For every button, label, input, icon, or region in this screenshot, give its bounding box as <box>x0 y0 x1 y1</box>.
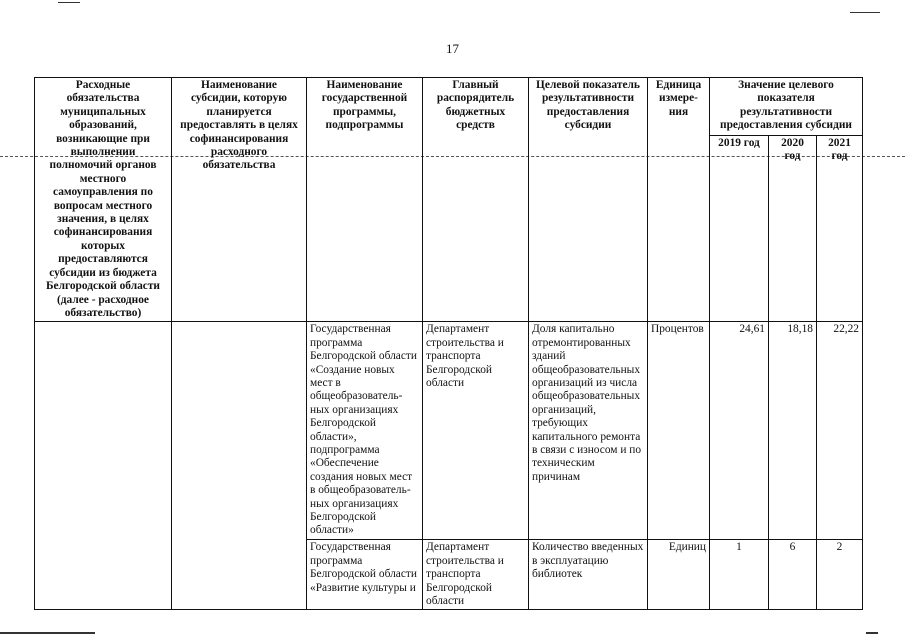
cell-value-2019: 24,61 <box>710 322 769 540</box>
table-row <box>35 322 863 540</box>
cell-indicator: Количество введенных в эксплуатацию библиотек <box>529 540 648 610</box>
cell-value-2021: 22,22 <box>817 322 863 540</box>
header-subsidy-name: Наименование субсидии, которую планируется предоставлять в целях софинансирования расходного обязательства <box>172 78 307 322</box>
page-number: 17 <box>446 41 459 56</box>
cell-value-2021: 2 <box>817 540 863 610</box>
header-program: Наименование государственной программы, подпрограммы <box>307 78 423 322</box>
cell-indicator: Доля капитально отремонтированных зданий общеобразовательных организаций из числа общеобразовательных организаций, требующих капитального ремонта в связи с износом и по техническим причинам <box>529 322 648 540</box>
scan-mark-top-right <box>850 12 880 13</box>
scan-mark-bottom-right <box>866 632 878 634</box>
header-indicator: Целевой показатель результативности предоставления субсидии <box>529 78 648 322</box>
header-unit: Единица измере-ния <box>648 78 710 322</box>
cell-unit: Процентов <box>648 322 710 540</box>
scan-mark-top <box>58 2 80 3</box>
header-target-value: Значение целевого показателя результативности предоставления субсидии <box>710 78 863 136</box>
header-year-2021: 2021 год <box>817 136 863 322</box>
cell-manager: Департамент строительства и транспорта Белгородской области <box>423 540 529 610</box>
cell-value-2020: 18,18 <box>769 322 817 540</box>
header-year-2020: 2020 год <box>769 136 817 322</box>
cell-program: Государственная программа Белгородской области «Развитие культуры и <box>307 540 423 610</box>
cell-unit: Единиц <box>648 540 710 610</box>
cell-value-2020: 6 <box>769 540 817 610</box>
header-year-2019: 2019 год <box>710 136 769 322</box>
cell-value-2019: 1 <box>710 540 769 610</box>
scan-mark-bottom <box>0 632 95 634</box>
subsidy-table <box>34 77 863 610</box>
cell-subsidy <box>172 322 307 610</box>
header-budget-manager: Главный распорядитель бюджетных средств <box>423 78 529 322</box>
cell-program: Государственная программа Белгородской области «Создание новых мест в общеобразователь-ных организациях Белгородской области», подпрограмма «Обеспечение создания новых мест в общеобразователь-ных организациях Белгородской области» <box>307 322 423 540</box>
cell-manager: Департамент строительства и транспорта Белгородской области <box>423 322 529 540</box>
header-obligation: Расходные обязательства муниципальных образований, возникающие при выполнении полномочий органов местного самоуправления по вопросам местного значения, в целях софинансирования которых предоставляются субсидии из бюджета Белгородской области (далее - расходное обязательство) <box>35 78 172 322</box>
cell-obligation <box>35 322 172 610</box>
